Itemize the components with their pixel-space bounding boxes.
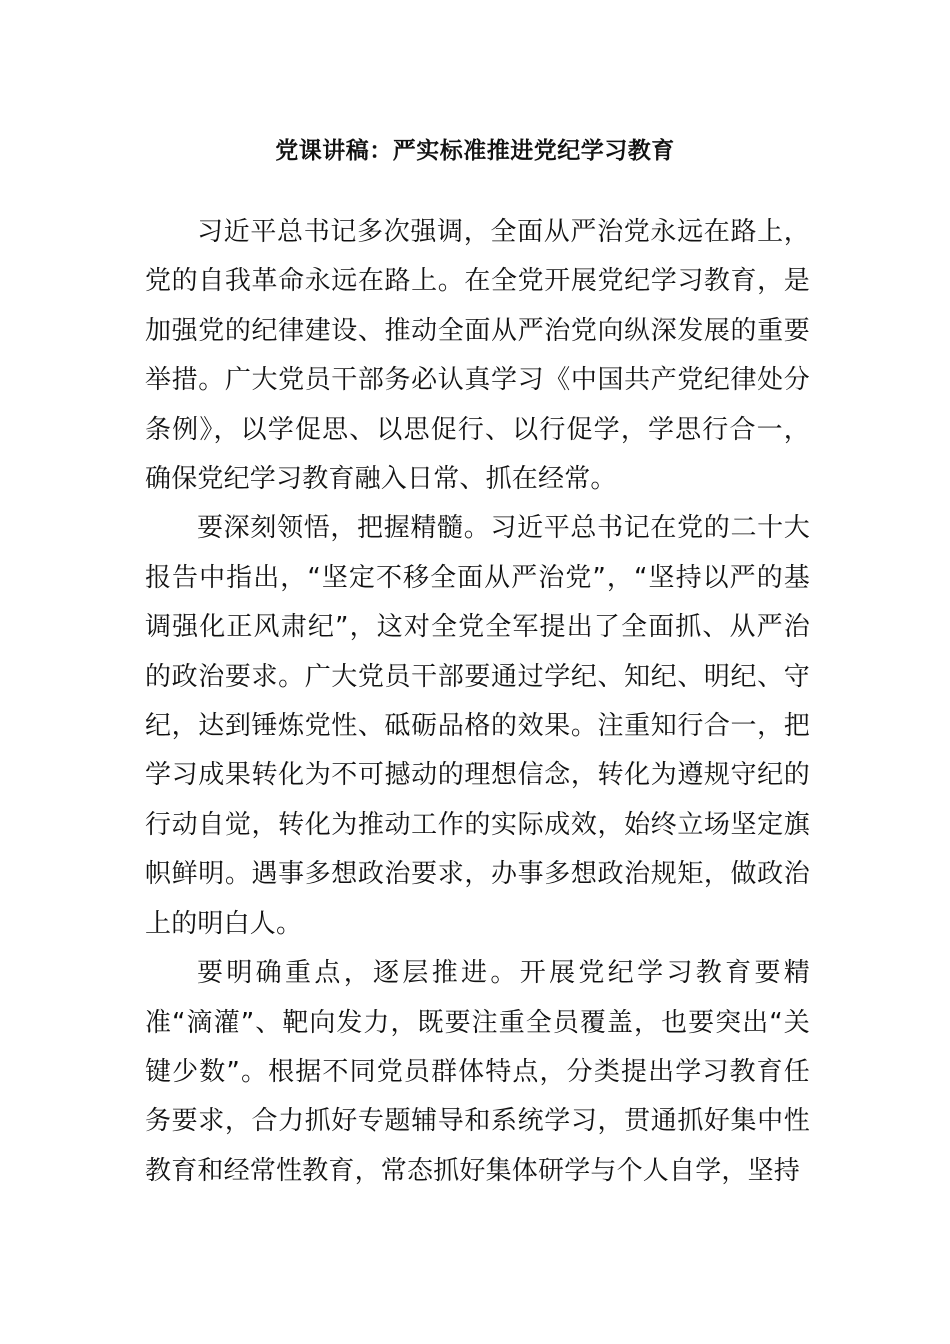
document-title: 党课讲稿：严实标准推进党纪学习教育 [275, 138, 675, 164]
paragraph-2: 要深刻领悟，把握精髓。习近平总书记在党的二十大报告中指出，“坚定不移全面从严治党”，“坚持以严的基调强化正风肃纪”，这对全党全军提出了全面抓、从严治的政治要求。广大党员干部要通过学纪、知纪、明纪、守纪，达到锤炼党性、砥砺品格的效果。注重知行合一，把学习成果转化为不可撼动的理想信念，转化为遵规守纪的行动自觉，转化为推动工作的实际成效，始终立场坚定旗帜鲜明。遇事多想政治要求，办事多想政治规矩，做政治上的明白人。 [145, 513, 810, 939]
paragraph-1: 习近平总书记多次强调，全面从严治党永远在路上，党的自我革命永远在路上。在全党开展党纪学习教育，是加强党的纪律建设、推动全面从严治党向纵深发展的重要举措。广大党员干部务必认真学习《中国共产党纪律处分条例》，以学促思、以思促行、以行促学，学思行合一，确保党纪学习教育融入日常、抓在经常。 [145, 217, 810, 495]
document-body [145, 208, 810, 1196]
paragraph-3: 要明确重点，逐层推进。开展党纪学习教育要精准“滴灌”、靶向发力，既要注重全员覆盖，也要突出“关键少数”。根据不同党员群体特点，分类提出学习教育任务要求，合力抓好专题辅导和系统学习，贯通抓好集中性教育和经常性教育，常态抓好集体研学与个人自学，坚持 [145, 958, 810, 1186]
